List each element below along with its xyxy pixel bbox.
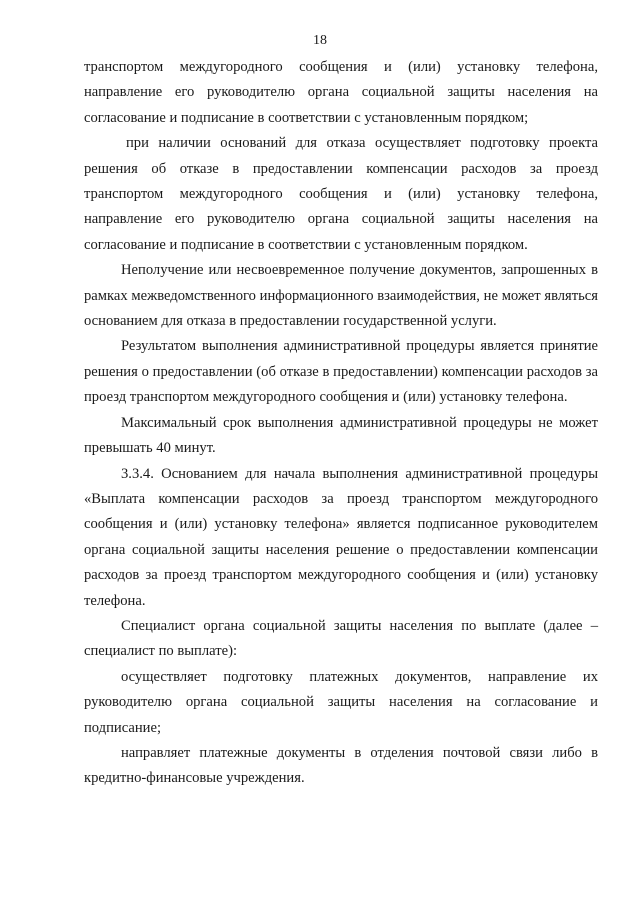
paragraph-continuation: транспортом междугородного сообщения и (или) установку телефона, направление его руководителю органа социальной защиты населения на согласование и подписание в соответствии с установленным порядком;: [84, 59, 598, 126]
paragraph-result: Результатом выполнения административной процедуры является принятие решения о предоставлении (об отказе в предоставлении) компенсации расходов за проезд транспортом междугородного сообщения и (или) установку телефона.: [84, 338, 598, 406]
paragraph-refusal-preparation: при наличии оснований для отказа осуществляет подготовку проекта решения об отказе в предоставлении компенсации расходов за проезд транспортом междугородного сообщения и (или) установку телефона, направление его руководителю органа социальной защиты населения на согласование и подписание в соответствии с установленным порядком.: [84, 135, 598, 253]
paragraph-max-duration: Максимальный срок выполнения административной процедуры не может превышать 40 минут.: [84, 414, 598, 457]
paragraph-post-offices: направляет платежные документы в отделения почтовой связи либо в кредитно-финансовые учреждения.: [84, 744, 598, 787]
paragraph-payment-specialist: Специалист органа социальной защиты населения по выплате (далее – специалист по выплате):: [84, 617, 598, 660]
page-number: 18: [313, 33, 327, 48]
paragraph-payment-documents: осуществляет подготовку платежных документов, направление их руководителю органа социальной защиты населения на согласование и подписание;: [84, 668, 598, 736]
paragraph-section-3-3-4: 3.3.4. Основанием для начала выполнения административной процедуры «Выплата компенсации расходов за проезд транспортом междугородного сообщения и (или) установку телефона» является подписанное руководителем органа социальной защиты населения решение о предоставлении компенсации расходов за проезд транспортом междугородного сообщения и (или) установку телефона.: [84, 465, 598, 609]
paragraph-non-receipt: Неполучение или несвоевременное получение документов, запрошенных в рамках межведомственного информационного взаимодействия, не может являться основанием для отказа в предоставлении государственной услуги.: [84, 262, 598, 330]
document-body: [84, 55, 598, 792]
